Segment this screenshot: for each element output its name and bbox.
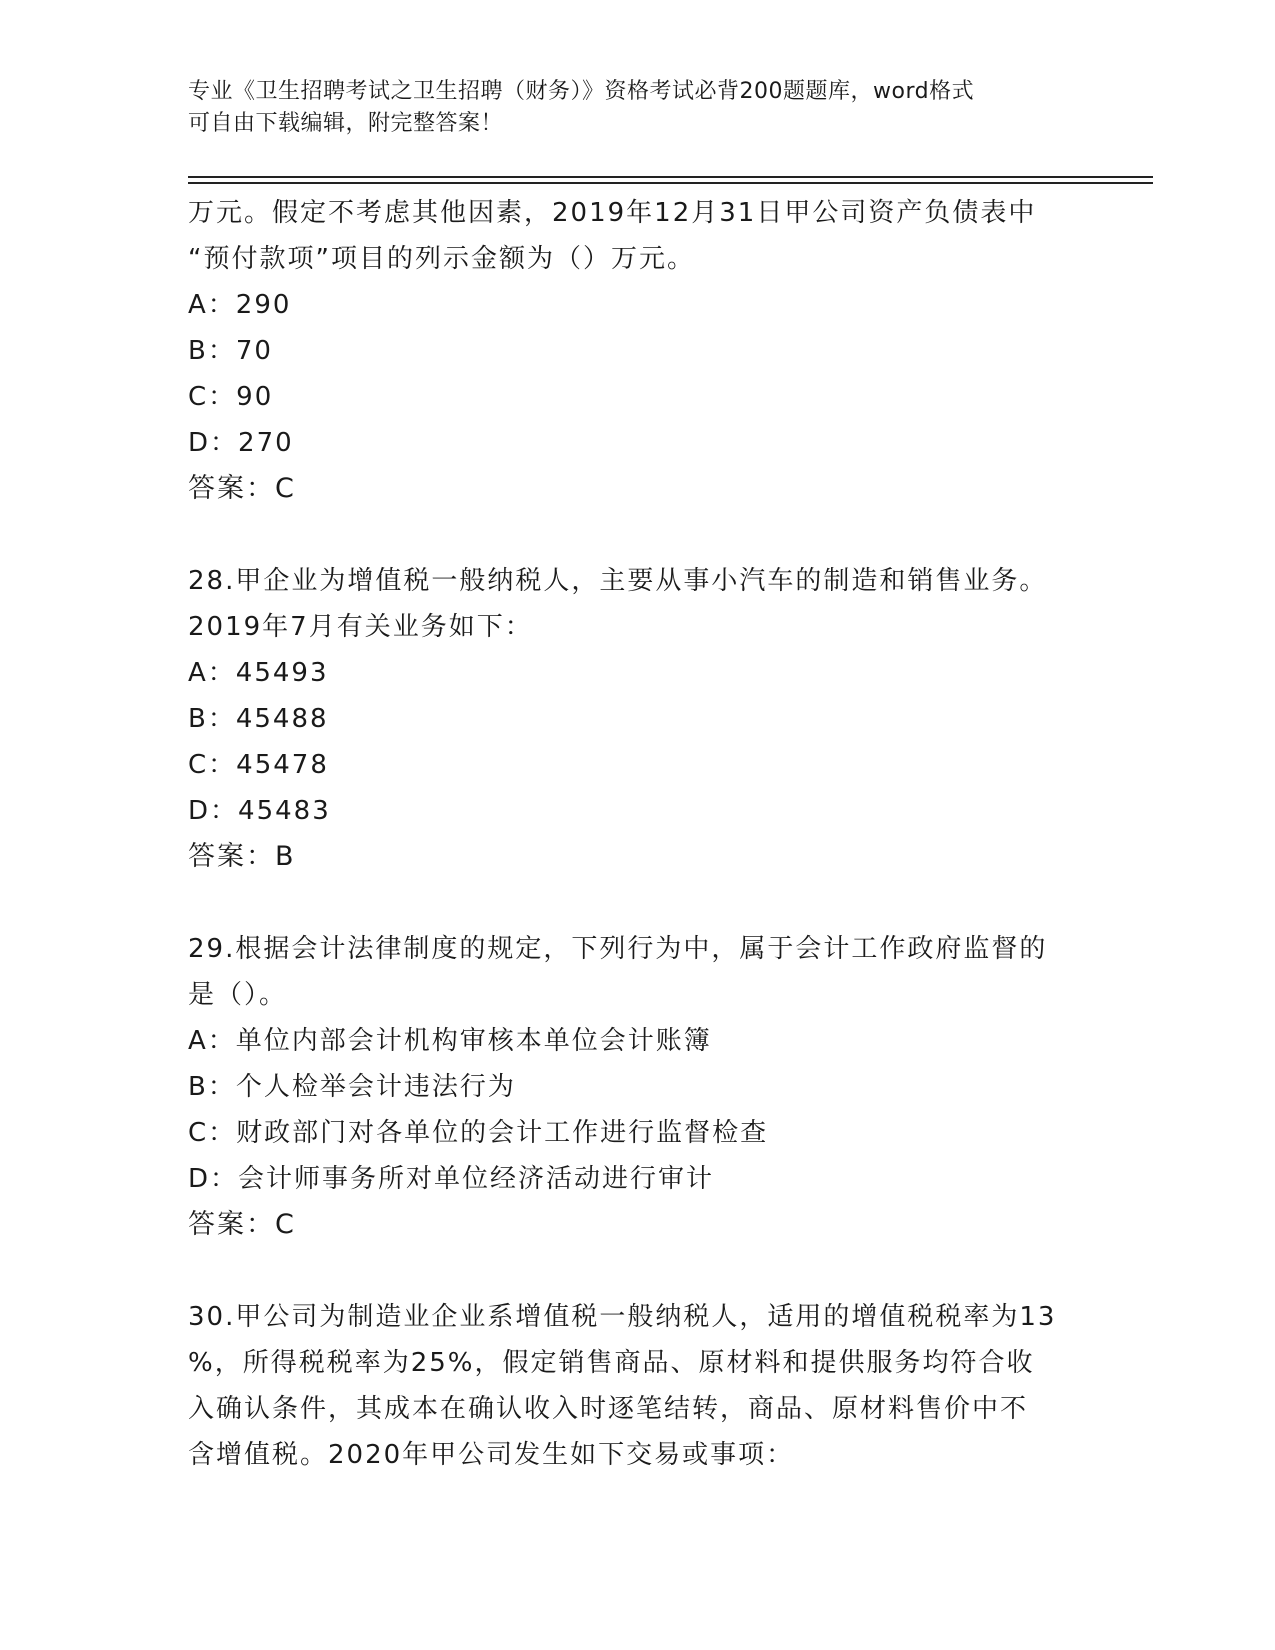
question-text: 29.根据会计法律制度的规定，下列行为中，属于会计工作政府监督的 [188, 934, 1048, 964]
header-divider-bottom [188, 182, 1153, 184]
answer: 答案：B [188, 841, 296, 872]
option-d: D：45483 [188, 796, 331, 826]
option-b: B：70 [188, 336, 273, 366]
question-text: “预付款项”项目的列示金额为（）万元。 [188, 244, 695, 274]
option-c: C：45478 [188, 750, 329, 780]
question-29 [188, 926, 1088, 1248]
question-text: 万元。假定不考虑其他因素，2019年12月31日甲公司资产负债表中 [188, 198, 1037, 228]
question-text: 30.甲公司为制造业企业系增值税一般纳税人，适用的增值税税率为13 [188, 1302, 1057, 1332]
question-text: 入确认条件，其成本在确认收入时逐笔结转，商品、原材料售价中不 [188, 1394, 1029, 1424]
option-c: C：90 [188, 382, 274, 412]
question-text: 含增值税。2020年甲公司发生如下交易或事项： [188, 1440, 795, 1470]
question-text: 28.甲企业为增值税一般纳税人，主要从事小汽车的制造和销售业务。 [188, 566, 1048, 596]
question-30 [188, 1294, 1088, 1478]
option-b: B：个人检举会计违法行为 [188, 1072, 516, 1102]
question-text: %，所得税税率为25%，假定销售商品、原材料和提供服务均符合收 [188, 1348, 1035, 1378]
question-text: 2019年7月有关业务如下： [188, 612, 533, 642]
answer: 答案：C [188, 1209, 296, 1240]
option-c: C：财政部门对各单位的会计工作进行监督检查 [188, 1118, 769, 1148]
question-28 [188, 558, 1088, 880]
header-line-2: 可自由下载编辑，附完整答案！ [188, 111, 504, 136]
document-body [188, 190, 1088, 1478]
spacer [188, 880, 1088, 926]
question-text: 是（）。 [188, 980, 288, 1010]
option-b: B：45488 [188, 704, 329, 734]
document-header [188, 76, 1068, 140]
header-divider-top [188, 176, 1153, 178]
option-d: D：会计师事务所对单位经济活动进行审计 [188, 1164, 715, 1194]
question-27 [188, 190, 1088, 512]
spacer [188, 1248, 1088, 1294]
option-a: A：单位内部会计机构审核本单位会计账簿 [188, 1026, 712, 1056]
option-a: A：45493 [188, 658, 329, 688]
header-line-1: 专业《卫生招聘考试之卫生招聘（财务）》资格考试必背200题题库，word格式 [188, 79, 975, 104]
spacer [188, 512, 1088, 558]
option-d: D：270 [188, 428, 294, 458]
option-a: A：290 [188, 290, 292, 320]
answer: 答案：C [188, 473, 296, 504]
